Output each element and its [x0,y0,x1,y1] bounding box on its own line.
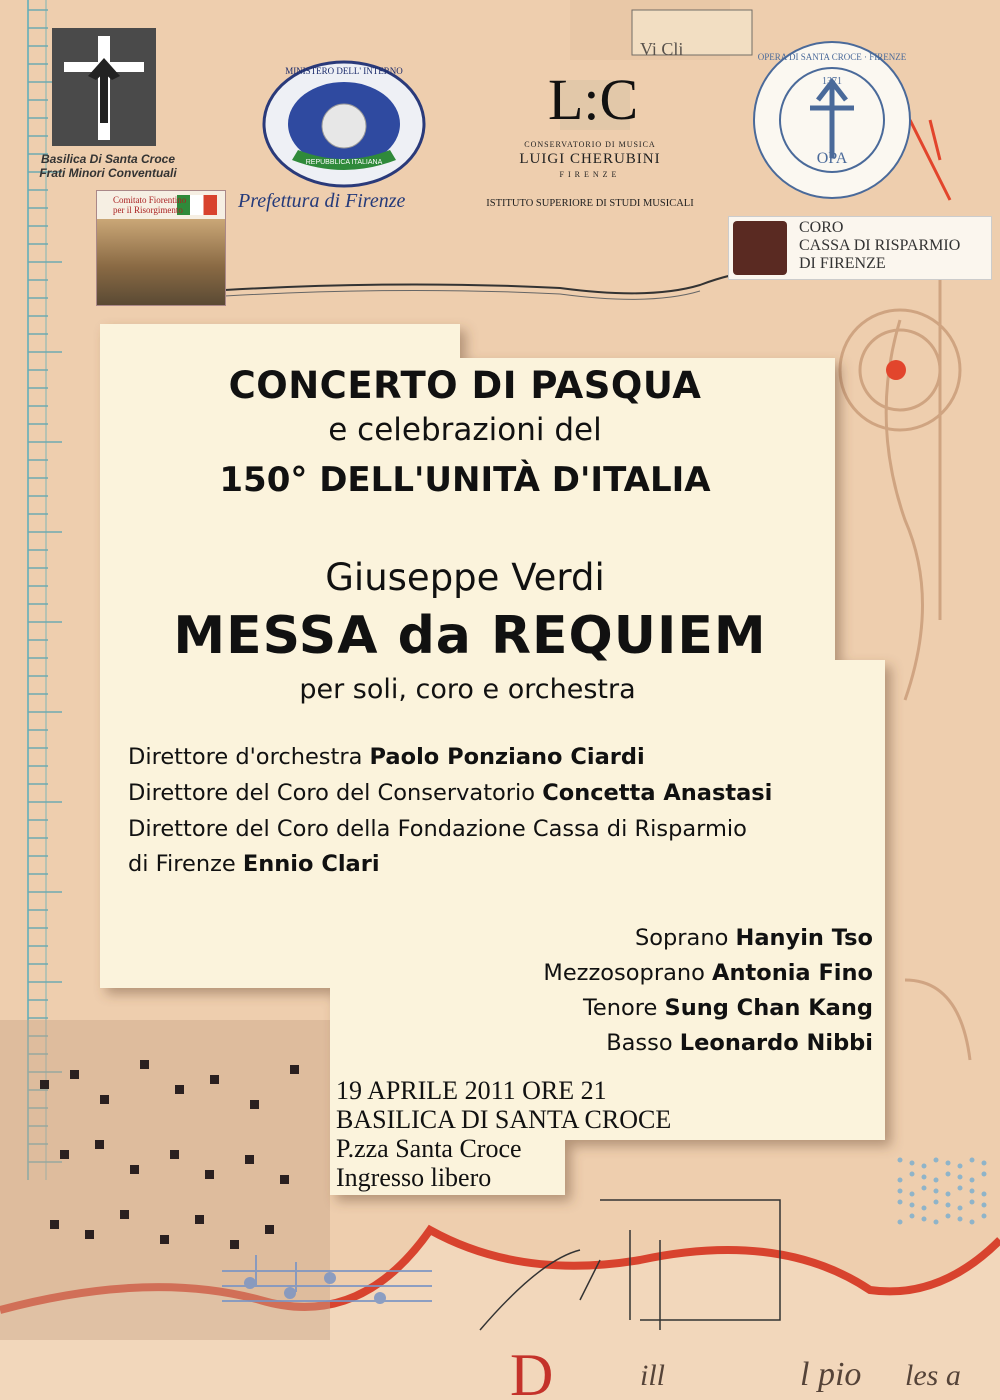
credit-line [128,816,747,842]
credit-role: Direttore d'orchestra [128,744,370,770]
credit-line [128,780,772,806]
svg-text:l pio: l pio [800,1356,862,1393]
opera-ring-text: OPERA DI SANTA CROCE · FIRENZE [757,52,907,62]
soloist-role: Soprano [634,925,736,951]
credit-name: Concetta Anastasi [542,780,773,806]
crucifix-icon [52,28,156,146]
opera-seal [752,40,912,200]
coro-emblem-icon [733,221,787,275]
comitato-painting [97,219,225,305]
conservatorio-mark-icon: L:C [548,67,639,132]
work-subtitle: per soli, coro e orchestra [299,674,636,705]
ministero-seal [262,60,426,190]
coro-line3: DI FIRENZE [799,255,886,272]
credit-role: Direttore del Coro del Conservatorio [128,780,543,806]
soloist-name: Leonardo Nibbi [679,1030,873,1056]
soloist-line [583,995,873,1021]
svg-text:Vi Cli: Vi Cli [640,39,684,59]
ministero-banner: REPUBBLICA ITALIANA [305,159,383,166]
soloist-role: Basso [606,1030,680,1056]
heading-line1: CONCERTO DI PASQUA [228,364,702,407]
soloist-name: Hanyin Tso [735,925,873,951]
event-date: 19 APRILE 2011 ORE 21 [336,1076,607,1105]
opera-year: 1371 [822,76,842,87]
work-title: MESSA da REQUIEM [173,606,767,666]
composer-name: Giuseppe Verdi [325,556,605,599]
opera-monogram: OPA [816,150,848,167]
heading-line3: 150° DELL'UNITÀ D'ITALIA [219,460,711,500]
coro-logo [728,216,992,280]
conservatorio-line1: CONSERVATORIO DI MUSICA [524,140,656,149]
credit-role: Direttore del Coro della Fondazione Cassa di Risparmio [128,816,747,842]
prefettura-caption: Prefettura di Firenze [238,190,406,212]
credit-line [128,744,645,770]
soloist-line [635,925,873,951]
comitato-line2: per il Risorgimento [113,205,183,215]
coro-line1: CORO [799,219,844,236]
basilica-logo [52,28,156,146]
conservatorio-logo [470,67,710,220]
event-address: P.zza Santa Croce [336,1134,522,1163]
soloist-line [543,960,873,986]
soloist-name: Sung Chan Kang [664,995,873,1021]
conservatorio-line2: LUIGI CHERUBINI [519,151,661,167]
credit-name: Ennio Clari [242,851,380,877]
basilica-caption-line1: Basilica Di Santa Croce [40,152,176,166]
credit-name: Paolo Ponziano Ciardi [369,744,645,770]
conservatorio-line3: FIRENZE [559,170,621,179]
svg-text:les a: les a [905,1359,961,1392]
credit-role: di Firenze [128,851,243,877]
soloist-role: Mezzosoprano [543,960,713,986]
basilica-caption-line2: Frati Minori Conventuali [39,166,177,180]
heading-line2: e celebrazioni del [328,412,602,448]
svg-text:ill: ill [640,1359,666,1392]
svg-text:D: D [510,1342,554,1400]
credit-line [128,851,380,877]
basilica-caption [38,152,178,180]
comitato-line1: Comitato Fiorentino [113,195,187,205]
ministero-ring-text: MINISTERO DELL' INTERNO [285,66,403,76]
soloist-line [606,1030,873,1056]
comitato-logo [96,190,226,306]
soloist-role: Tenore [582,995,665,1021]
coro-line2: CASSA DI RISPARMIO [799,237,961,254]
event-admission: Ingresso libero [336,1163,492,1192]
event-venue: BASILICA DI SANTA CROCE [336,1105,672,1134]
conservatorio-line4: ISTITUTO SUPERIORE DI STUDI MUSICALI [486,198,694,209]
soloist-name: Antonia Fino [712,960,873,986]
